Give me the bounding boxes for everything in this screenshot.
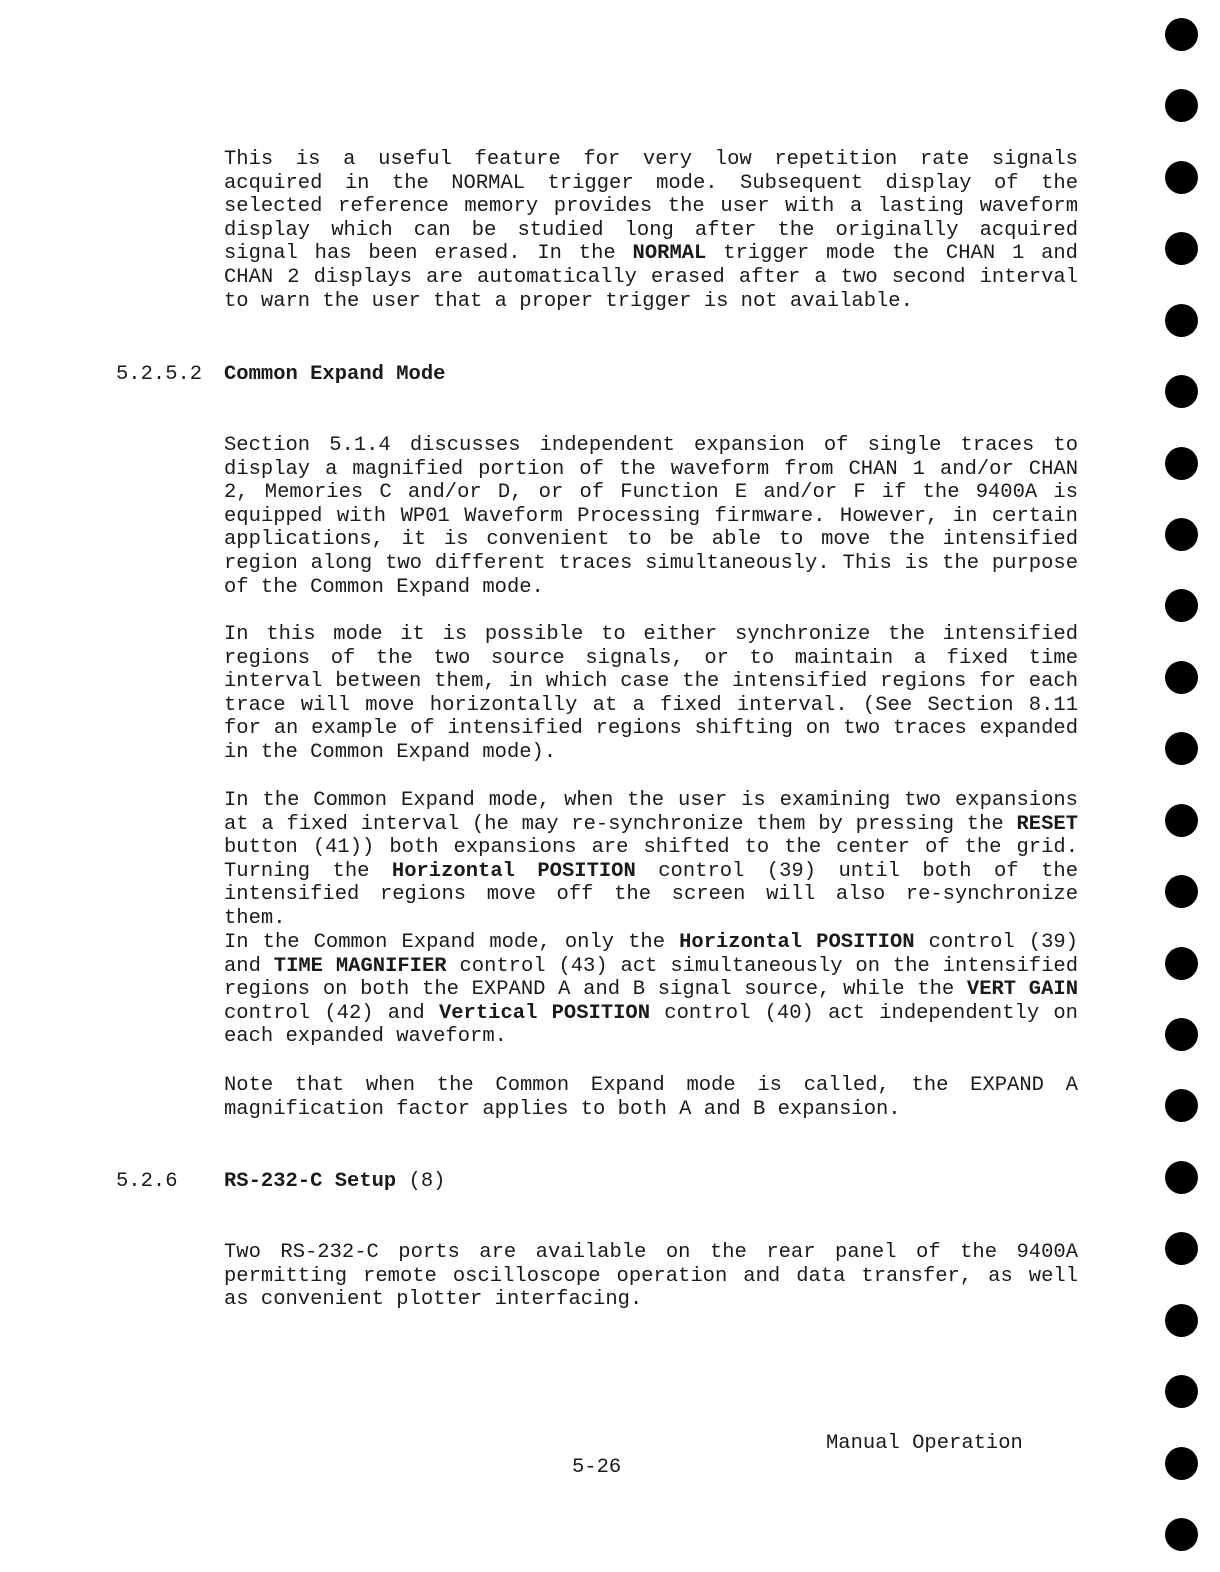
bold-term-time-magnifier: TIME MAGNIFIER: [273, 954, 447, 978]
page-number: 5-26: [572, 1456, 622, 1479]
punch-hole: [1165, 89, 1198, 122]
binder-punch-holes: [1165, 18, 1199, 1558]
text-run: In the Common Expand mode, only the: [224, 931, 680, 954]
footer-section-label: Manual Operation: [826, 1432, 1023, 1455]
paragraph-synchronize-regions: In this mode it is possible to either synchronize the intensified regions of the two source signals, or to maintain a fixed time interval between them, in which case the intensified regions for each trace will move horizontally at a fixed interval. (See Section 8.11 for an example of intensified regions shifting on two traces expanded in the Common Expand mode).: [224, 623, 1078, 764]
text-run: control (42) and: [224, 1001, 439, 1025]
text-run: control (43) act simultaneously on the intensified regions on both the EXPAND A and B signal source, while the: [224, 954, 1078, 1002]
text-run: control (39) until both of the intensified regions move off the screen will also re-synchronize them.: [224, 859, 1078, 930]
bold-term-reset: RESET: [1016, 812, 1078, 836]
section-heading-common-expand-mode: [116, 363, 445, 387]
paragraph-normal-trigger-feature: [224, 148, 1078, 313]
punch-hole: [1165, 1018, 1198, 1051]
section-title: Common Expand Mode: [224, 363, 446, 386]
paragraph-expand-a-magnification: Note that when the Common Expand mode is called, the EXPAND A magnification factor applies to both A and B expansion.: [224, 1074, 1078, 1121]
punch-hole: [1165, 947, 1198, 980]
bold-term-vertical-position: Vertical POSITION: [438, 1001, 651, 1025]
punch-hole: [1165, 18, 1198, 51]
section-title-suffix: (8): [396, 1170, 446, 1193]
punch-hole: [1165, 875, 1198, 908]
punch-hole: [1165, 375, 1198, 408]
bold-term-vert-gain: VERT GAIN: [966, 978, 1079, 1002]
punch-hole: [1165, 161, 1198, 194]
text-run: control (40) act independently on each expanded waveform.: [224, 1001, 1078, 1049]
punch-hole: [1165, 1089, 1198, 1122]
punch-hole: [1165, 589, 1198, 622]
section-title: RS-232-C Setup: [224, 1170, 397, 1193]
text-run: button (41)) both expansions are shifted to the center of the grid. Turning the: [224, 836, 1078, 883]
punch-hole: [1165, 1232, 1198, 1265]
punch-hole: [1165, 1304, 1198, 1337]
section-number: 5.2.6: [116, 1170, 178, 1193]
text-run: In the Common Expand mode, when the user is examining two expansions at a fixed interval (he may re-synchronize them by pressing the: [224, 789, 1078, 836]
punch-hole: [1165, 1447, 1198, 1480]
punch-hole: [1165, 304, 1198, 337]
punch-hole: [1165, 1518, 1198, 1551]
punch-hole: [1165, 804, 1198, 837]
punch-hole: [1165, 518, 1198, 551]
punch-hole: [1165, 1161, 1198, 1194]
punch-hole: [1165, 1375, 1198, 1408]
punch-hole: [1165, 732, 1198, 765]
bold-term-horizontal-position: Horizontal POSITION: [391, 859, 636, 883]
paragraph-independent-expansion: Section 5.1.4 discusses independent expansion of single traces to display a magnified portion of the waveform from CHAN 1 and/or CHAN 2, Memories C and/or D, or of Function E and/or F if the 9400A is equipped with WP01 Waveform Processing firmware. However, in certain applications, it is convenient to be able to move the intensified region along two different traces simultaneously. This is the purpose of the Common Expand mode.: [224, 434, 1078, 599]
punch-hole: [1165, 232, 1198, 265]
section-number: 5.2.5.2: [116, 363, 203, 386]
punch-hole: [1165, 447, 1198, 480]
paragraph-rs232c-ports: Two RS-232-C ports are available on the rear panel of the 9400A permitting remote oscilloscope operation and data transfer, as well as convenient plotter interfacing.: [224, 1241, 1078, 1312]
text-run: trigger mode the CHAN 1 and CHAN 2 displays are automatically erased after a two second interval to warn the user that a proper trigger is not available.: [224, 242, 1078, 313]
text-run: control (39) and: [224, 931, 1078, 978]
paragraph-controls-act: [224, 931, 1078, 1049]
paragraph-reset-resynchronize: [224, 789, 1078, 931]
bold-term-horizontal-position: Horizontal POSITION: [679, 931, 915, 954]
section-heading-rs232c-setup: [116, 1170, 445, 1194]
punch-hole: [1165, 661, 1198, 694]
text-run: This is a useful feature for very low repetition rate signals acquired in the NORMAL trigger mode. Subsequent display of the selected reference memory provides the user with a lasting waveform display which can be studied long after the originally acquired signal has been erased. In the: [224, 148, 1078, 266]
bold-term-normal: NORMAL: [632, 242, 707, 266]
